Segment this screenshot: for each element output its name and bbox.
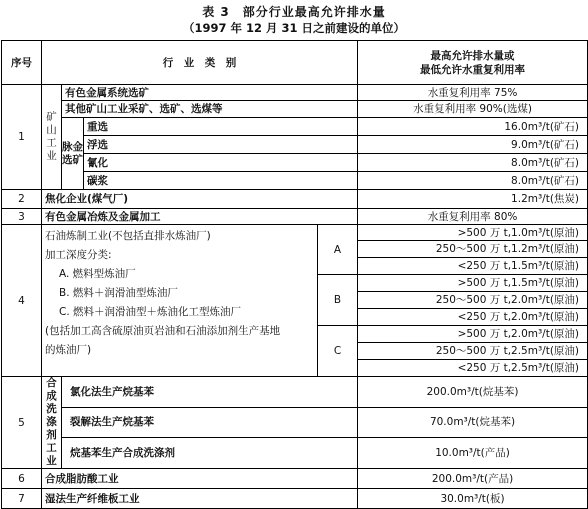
table-row bbox=[2, 85, 588, 101]
row4-class-value: <250 万 t,2.5m³/t(原油) bbox=[358, 360, 588, 377]
row1-gold-item-label: 碳浆 bbox=[84, 172, 358, 190]
row4-class-value: >500 万 t,1.5m³/t(原油) bbox=[358, 275, 588, 292]
row5-item-label: 烷基苯生产合成洗涤剂 bbox=[62, 438, 358, 469]
row7-label: 湿法生产纤维板工业 bbox=[42, 489, 358, 509]
row4-desc-line: 加工深度分类: bbox=[45, 249, 112, 261]
table-row bbox=[2, 489, 588, 509]
row1-other-label: 其他矿山工业采矿、选矿、选煤等 bbox=[62, 101, 358, 118]
row7-no: 7 bbox=[2, 489, 42, 509]
row4-description bbox=[42, 225, 318, 377]
header-industry: 行 业 类 别 bbox=[42, 41, 358, 85]
row1-nonferrous-value: 水重复利用率 75% bbox=[358, 85, 588, 101]
row4-class-value: >500 万 t,2.0m³/t(原油) bbox=[358, 326, 588, 343]
row5-item-value: 200.0m³/t(烷基苯) bbox=[358, 377, 588, 408]
table-row bbox=[2, 190, 588, 209]
table-row bbox=[2, 377, 588, 408]
row5-item-label: 氯化法生产烷基苯 bbox=[62, 377, 358, 408]
row4-class-value: 250～500 万 t,2.5m³/t(原油) bbox=[358, 343, 588, 360]
row4-class-value: <250 万 t,1.5m³/t(原油) bbox=[358, 258, 588, 275]
table-row bbox=[2, 469, 588, 489]
row1-gold-item-label: 重选 bbox=[84, 118, 358, 136]
row1-gold-item-value: 16.0m³/t(矿石) bbox=[358, 118, 588, 136]
discharge-table bbox=[1, 40, 588, 509]
row1-gold-label: 脉金选矿 bbox=[62, 118, 84, 190]
row1-gold-item-value: 8.0m³/t(矿石) bbox=[358, 154, 588, 172]
table-row bbox=[2, 154, 588, 172]
row4-class-value: >500 万 t,1.0m³/t(原油) bbox=[358, 225, 588, 241]
row2-value: 1.2m³/t(焦炭) bbox=[358, 190, 588, 209]
row6-no: 6 bbox=[2, 469, 42, 489]
row3-no: 3 bbox=[2, 209, 42, 225]
row4-desc-line: A. 燃料型炼油厂 bbox=[59, 268, 136, 280]
header-limit bbox=[358, 41, 588, 85]
row6-value: 200.0m³/t(产品) bbox=[358, 469, 588, 489]
row1-group: 矿山工业 bbox=[42, 85, 62, 190]
row1-gold-item-value: 9.0m³/t(矿石) bbox=[358, 136, 588, 154]
row1-no: 1 bbox=[2, 85, 42, 190]
header-limit-line1: 最高允许排水量或 bbox=[430, 49, 515, 62]
row4-desc-line: (包括加工高含硫原油页岩油和石油添加剂生产基地 bbox=[45, 325, 281, 337]
row5-group: 合成洗涤剂工业 bbox=[42, 377, 62, 469]
row4-class-value: <250 万 t,2.0m³/t(原油) bbox=[358, 309, 588, 326]
header-row bbox=[2, 41, 588, 85]
row1-other-value: 水重复利用率 90%(选煤) bbox=[358, 101, 588, 118]
row4-class-label: A bbox=[318, 225, 358, 275]
table-row bbox=[2, 407, 588, 438]
row4-no: 4 bbox=[2, 225, 42, 377]
table-row bbox=[2, 438, 588, 469]
table-row bbox=[2, 225, 588, 241]
row5-item-value: 70.0m³/t(烷基苯) bbox=[358, 407, 588, 438]
row2-no: 2 bbox=[2, 190, 42, 209]
table-subtitle: （1997 年 12 月 31 日之前建设的单位） bbox=[182, 21, 406, 35]
table-row bbox=[2, 136, 588, 154]
row3-value: 水重复利用率 80% bbox=[358, 209, 588, 225]
row4-class-label: B bbox=[318, 275, 358, 326]
row5-item-label: 裂解法生产烷基苯 bbox=[62, 407, 358, 438]
row5-no: 5 bbox=[2, 377, 42, 469]
header-limit-line2: 最低允许水重复利用率 bbox=[420, 63, 526, 76]
row6-label: 合成脂肪酸工业 bbox=[42, 469, 358, 489]
table-row bbox=[2, 209, 588, 225]
row1-gold-item-label: 浮选 bbox=[84, 136, 358, 154]
row4-desc-line: 的炼油厂) bbox=[45, 344, 92, 356]
row5-item-value: 10.0m³/t(产品) bbox=[358, 438, 588, 469]
row7-value: 30.0m³/t(板) bbox=[358, 489, 588, 509]
row2-label: 焦化企业(煤气厂) bbox=[42, 190, 358, 209]
table-row bbox=[2, 172, 588, 190]
table-row bbox=[2, 101, 588, 118]
row1-gold-item-label: 氰化 bbox=[84, 154, 358, 172]
row4-desc-line: 石油炼制工业(不包括直排水炼油厂) bbox=[45, 230, 211, 242]
row1-gold-item-value: 8.0m³/t(矿石) bbox=[358, 172, 588, 190]
row3-label: 有色金属冶炼及金属加工 bbox=[42, 209, 358, 225]
row4-desc-line: C. 燃料＋润滑油型＋炼油化工型炼油厂 bbox=[59, 306, 242, 318]
row4-desc-line: B. 燃料＋润滑油型炼油厂 bbox=[59, 287, 178, 299]
row4-class-value: 250～500 万 t,1.2m³/t(原油) bbox=[358, 241, 588, 258]
table-row bbox=[2, 118, 588, 136]
row4-class-label: C bbox=[318, 326, 358, 377]
row1-nonferrous-label: 有色金属系统选矿 bbox=[62, 85, 358, 101]
table-title: 表 3 部分行业最高允许排水量 bbox=[202, 5, 386, 19]
header-no: 序号 bbox=[2, 41, 42, 85]
row4-class-value: 250～500 万 t,2.0m³/t(原油) bbox=[358, 292, 588, 309]
